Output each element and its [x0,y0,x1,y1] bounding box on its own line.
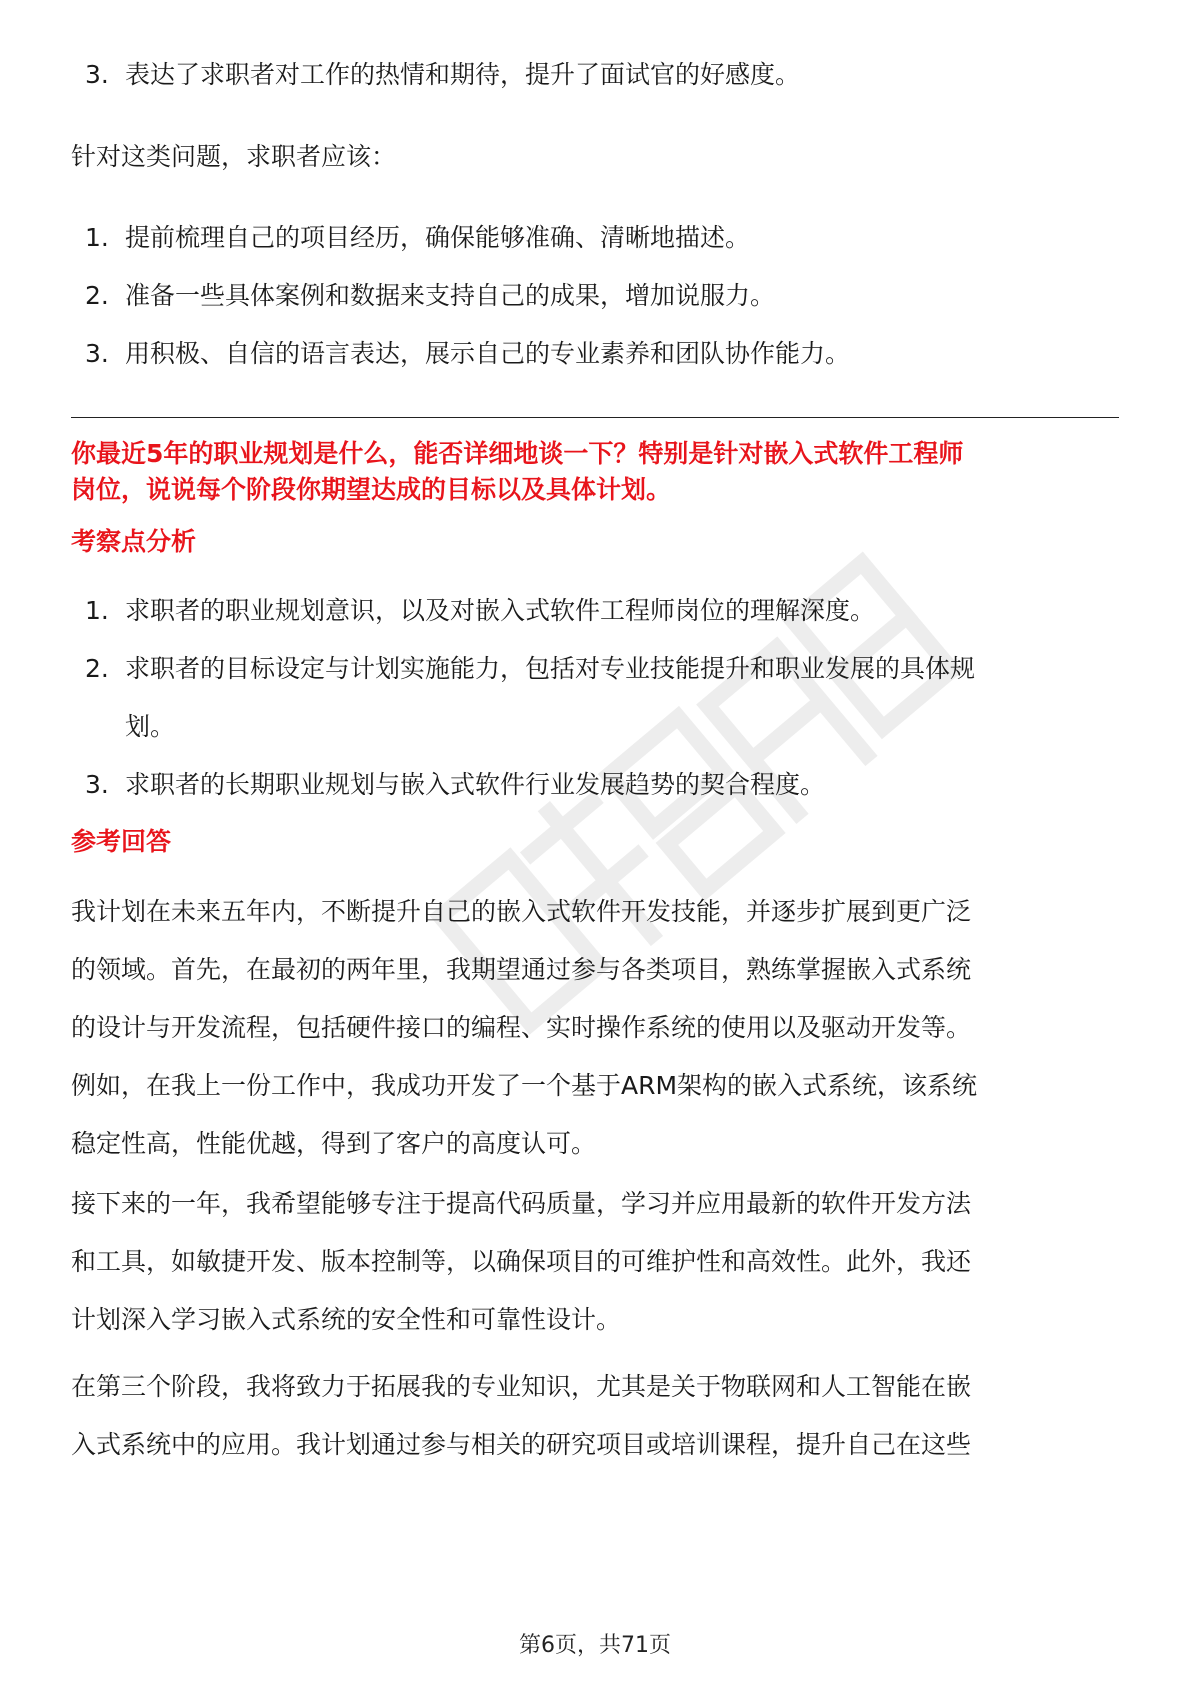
answer-paragraph [71,883,1119,1173]
list-number: 2. [85,654,109,683]
list-number: 3. [85,339,109,368]
list-number: 1. [85,223,109,252]
list-number: 3. [85,60,109,89]
paragraph-line: 和工具，如敏捷开发、版本控制等，以确保项目的可维护性和高效性。此外，我还 [71,1247,972,1276]
answer-paragraph [71,1175,1119,1349]
advice-list [71,209,1119,383]
list-item [71,582,1119,640]
list-text: 求职者的目标设定与计划实施能力，包括对专业技能提升和职业发展的具体规 [125,654,976,683]
list-text: 求职者的长期职业规划与嵌入式软件行业发展趋势的契合程度。 [125,770,826,799]
question-heading [71,436,1119,508]
advice-intro: 针对这类问题，求职者应该： [71,142,397,171]
page-footer: 第6页，共71页 [519,1633,671,1658]
list-text: 求职者的职业规划意识，以及对嵌入式软件工程师岗位的理解深度。 [125,596,876,625]
analysis-list [71,582,1119,814]
list-number: 3. [85,770,109,799]
paragraph-line: 的设计与开发流程，包括硬件接口的编程、实时操作系统的使用以及驱动开发等。 [71,1013,972,1042]
list-text: 划。 [125,712,176,741]
list-number: 2. [85,281,109,310]
analysis-heading: 考察点分析 [71,527,197,556]
list-text: 准备一些具体案例和数据来支持自己的成果，增加说服力。 [125,281,776,310]
list-item [71,46,1119,104]
paragraph-line: 我计划在未来五年内，不断提升自己的嵌入式软件开发技能，并逐步扩展到更广泛 [71,897,972,926]
list-number: 1. [85,596,109,625]
paragraph-line: 在第三个阶段，我将致力于拓展我的专业知识，尤其是关于物联网和人工智能在嵌 [71,1372,972,1401]
paragraph-line: 稳定性高，性能优越，得到了客户的高度认可。 [71,1129,597,1158]
paragraph-line: 例如，在我上一份工作中，我成功开发了一个基于ARM架构的嵌入式系统，该系统 [71,1071,978,1100]
answer-heading: 参考回答 [71,827,172,856]
list-text: 提前梳理自己的项目经历，确保能够准确、清晰地描述。 [125,223,751,252]
top-list [71,46,1119,104]
paragraph-line: 计划深入学习嵌入式系统的安全性和可靠性设计。 [71,1305,622,1334]
paragraph-line: 接下来的一年，我希望能够专注于提高代码质量，学习并应用最新的软件开发方法 [71,1189,972,1218]
paragraph-line: 入式系统中的应用。我计划通过参与相关的研究项目或培训课程，提升自己在这些 [71,1430,972,1459]
answer-paragraph [71,1358,1119,1474]
paragraph-line: 的领域。首先，在最初的两年里，我期望通过参与各类项目，熟练掌握嵌入式系统 [71,955,972,984]
section-divider [71,417,1119,418]
list-text: 用积极、自信的语言表达，展示自己的专业素养和团队协作能力。 [125,339,851,368]
list-item [71,325,1119,383]
list-item [71,640,1119,756]
question-line: 岗位，说说每个阶段你期望达成的目标以及具体计划。 [71,475,672,504]
list-text: 表达了求职者对工作的热情和期待，提升了面试官的好感度。 [125,60,801,89]
list-item [71,756,1119,814]
question-line: 你最近5年的职业规划是什么，能否详细地谈一下？特别是针对嵌入式软件工程师 [71,439,964,468]
list-item [71,209,1119,267]
list-item [71,267,1119,325]
